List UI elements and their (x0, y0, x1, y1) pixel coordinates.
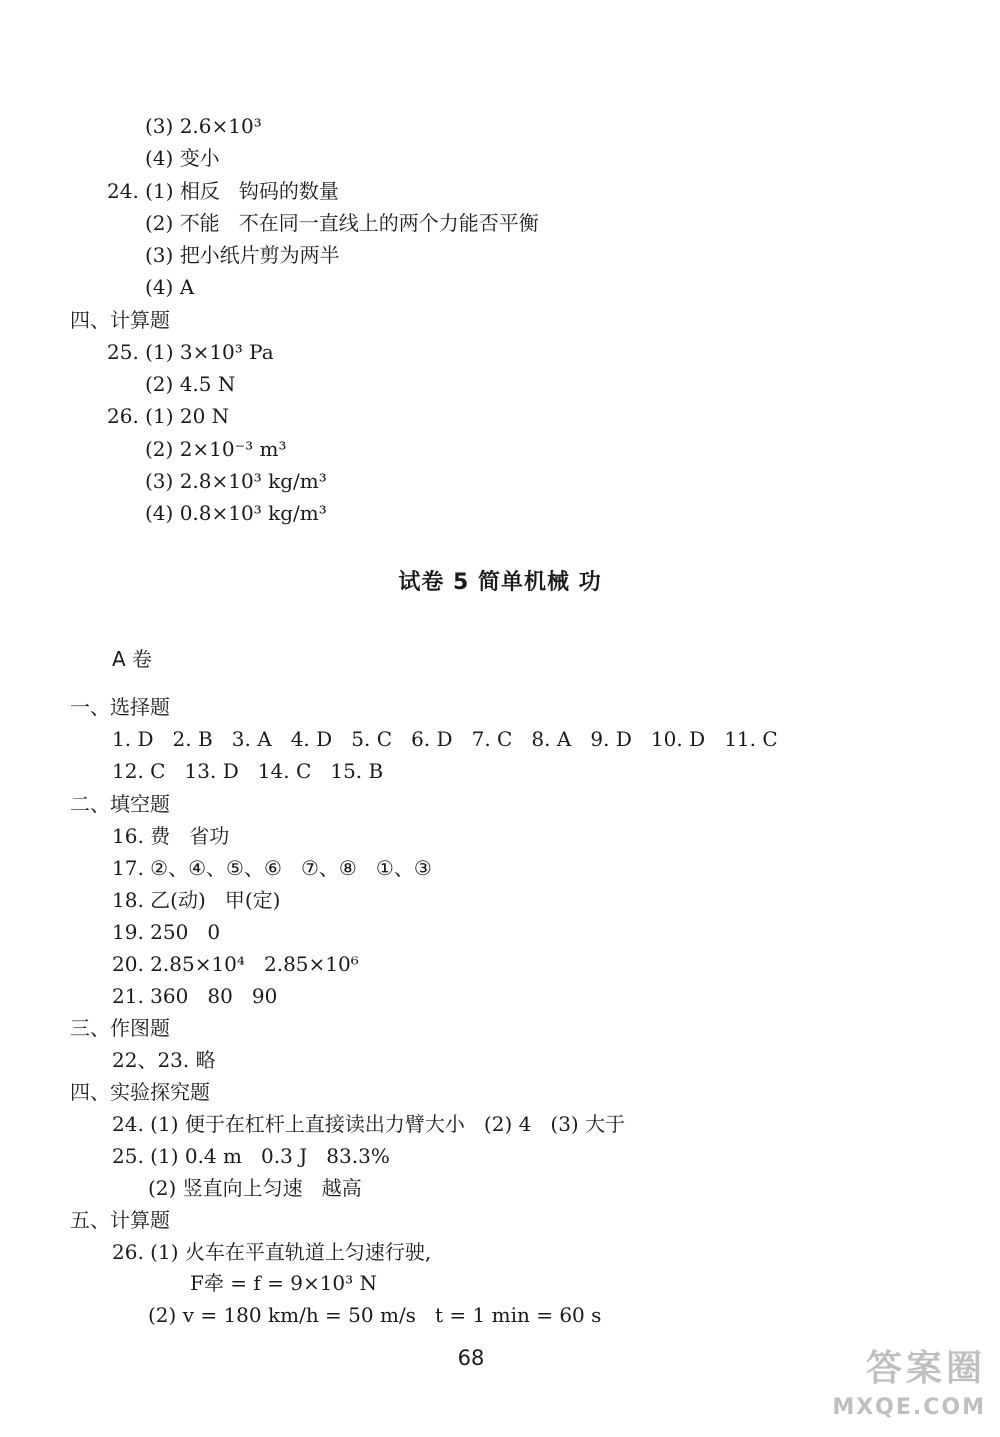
answer-line: (3) 2.8×10³ kg/m³ (145, 469, 327, 493)
answer-line: 24. (1) 便于在杠杆上直接读出力臂大小 (2) 4 (3) 大于 (112, 1112, 626, 1136)
section-heading: 五、计算题 (70, 1208, 170, 1232)
answer-line: 25. (1) 0.4 m 0.3 J 83.3% (112, 1144, 390, 1168)
answer-line: 20. 2.85×10⁴ 2.85×10⁶ (112, 952, 359, 976)
answer-line: 22、23. 略 (112, 1048, 216, 1072)
answer-line: (4) 0.8×10³ kg/m³ (145, 501, 327, 525)
answer-line: 26. (1) 20 N (107, 404, 230, 428)
answer-line: F牵 = f = 9×10³ N (190, 1271, 378, 1295)
answer-line: (3) 2.6×10³ (145, 114, 262, 138)
answer-line: 25. (1) 3×10³ Pa (107, 340, 274, 364)
answer-line: 24. (1) 相反 钩码的数量 (107, 179, 339, 203)
answer-line: (4) A (145, 275, 195, 299)
answer-line: 12. C 13. D 14. C 15. B (112, 759, 384, 783)
answer-line: (2) 4.5 N (145, 372, 236, 396)
answer-line: (4) 变小 (145, 146, 220, 170)
section-heading: 一、选择题 (70, 695, 170, 719)
watermark (756, 1345, 986, 1431)
answer-line: 18. 乙(动) 甲(定) (112, 888, 281, 912)
answer-line: (2) 2×10⁻³ m³ (145, 437, 287, 461)
watermark-url: MXQE.COM (832, 1395, 986, 1420)
answer-line: (2) 不能 不在同一直线上的两个力能否平衡 (145, 211, 539, 235)
page-number: 68 (457, 1346, 485, 1370)
answer-line: (3) 把小纸片剪为两半 (145, 243, 340, 267)
answer-line: 21. 360 80 90 (112, 984, 278, 1008)
answer-line: 1. D 2. B 3. A 4. D 5. C 6. D 7. C 8. A 9. D 10. D 11. C (112, 727, 778, 751)
section-title: 试卷 5 简单机械 功 (398, 570, 602, 595)
section-heading: 二、填空题 (70, 792, 170, 816)
answer-line: (2) v = 180 km/h = 50 m/s t = 1 min = 60 s (148, 1303, 602, 1327)
answer-line: 16. 费 省功 (112, 824, 230, 848)
section-heading: 三、作图题 (70, 1016, 170, 1040)
answer-line: 17. ②、④、⑤、⑥ ⑦、⑧ ①、③ (112, 856, 432, 880)
answer-line: 19. 250 0 (112, 920, 221, 944)
section-heading: 四、计算题 (70, 308, 170, 332)
watermark-logo-text: 答案圈 (865, 1348, 986, 1389)
section-heading: A 卷 (112, 647, 153, 671)
answer-line: (2) 竖直向上匀速 越高 (148, 1176, 362, 1200)
answer-line: 26. (1) 火车在平直轨道上匀速行驶, (112, 1240, 432, 1264)
section-heading: 四、实验探究题 (70, 1080, 210, 1104)
